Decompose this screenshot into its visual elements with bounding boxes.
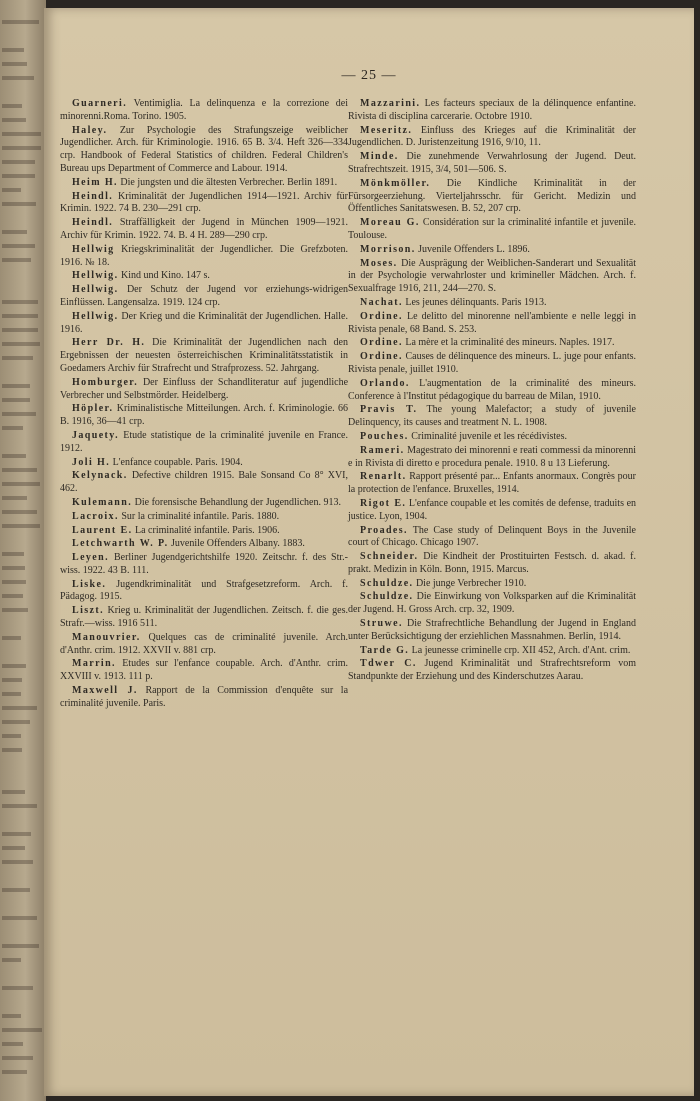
bibliography-entry [348, 658, 636, 684]
entry-text: Causes de délinquence des mineurs. L. juge pour enfants. Rivista penale, juillet 1910. [348, 351, 636, 375]
bibliography-entry [60, 125, 348, 176]
entry-text: Magestrato dei minorenni e reati commessi da minorenni e in Rivista di diretto e procedura penale. 1910. 8 u 13 Lieferung. [348, 444, 637, 469]
bibliography-entry [348, 525, 636, 551]
entry-author: Manouvrier. [72, 631, 141, 643]
bibliography-entry [348, 618, 636, 644]
entry-text: Le delitto del minorenne nell'ambiente e nelle leggi in Rivista penale, 68 Band. S. 253. [348, 310, 637, 335]
entry-author: Guarneri. [72, 98, 128, 109]
entry-author: Mönkmöller. [360, 177, 431, 189]
bibliography-entry [348, 378, 636, 404]
entry-text: Kind und Kino. 147 s. [120, 270, 210, 282]
entry-text: Jugendkriminalität und Strafgesetzreform. Arch. f. Pädagog. 1915. [60, 578, 349, 603]
bibliography-entry [348, 311, 636, 337]
entry-author: Hellwig. [72, 284, 119, 296]
entry-text: La jeunesse criminelle crp. XII 452, Arch. d'Ant. crim. [411, 644, 631, 656]
entry-text: La criminalité infantile. Paris. 1906. [135, 524, 280, 536]
bibliography-entry [60, 377, 348, 403]
entry-author: Moreau G. [360, 217, 420, 229]
entry-text: Der Krieg und die Kriminalität der Jugendlichen. Halle. 1916. [60, 310, 348, 335]
entry-author: Kulemann. [72, 496, 133, 508]
bibliography-entry [60, 470, 348, 496]
entry-text: Rapport de la Commission d'enquête sur la criminalité juvenile. Paris. [60, 685, 349, 709]
entry-text: L'augmentation de la criminalité des mineurs. Conference à l'Institut pédagogique du barreau de Milan, 1910. [348, 377, 637, 402]
entry-author: Pravis T. [360, 404, 418, 416]
bibliography-entry [60, 98, 348, 124]
entry-author: Heindl. [72, 190, 114, 202]
bibliography-entry [60, 685, 348, 711]
entry-author: Letchwarth W. P. [72, 538, 169, 550]
entry-author: Herr Dr. H. [72, 337, 146, 349]
bibliography-entry [348, 351, 636, 377]
book-page [44, 8, 694, 1096]
right-column [348, 98, 636, 685]
entry-text: Juvenile Offenders L. 1896. [418, 243, 530, 255]
bibliography-entry [348, 297, 636, 310]
entry-text: Die Einwirkung von Volksparken auf die Kriminalität der Jugend. H. Gross Arch. crp. 32, 1909. [348, 591, 636, 616]
entry-text: Criminalité juvenile et les récédivistes. [411, 430, 567, 442]
bibliography-entry [348, 551, 636, 577]
entry-author: Haley. [72, 124, 108, 136]
entry-text: L'enfance coupable et les comités de defense, traduits en justice. Lyon, 1904. [348, 497, 637, 522]
entry-text: Die junge Verbrecher 1910. [415, 577, 527, 589]
entry-author: Tdwer C. [360, 658, 417, 670]
bibliography-entry [60, 244, 348, 270]
entry-author: Hellwig. [72, 310, 119, 322]
entry-text: Einfluss des Krieges auf die Kriminalität der Jugendlichen. D. Juristenzeitung 1916, 9/10, 11. [348, 124, 637, 149]
bibliography-entry [60, 191, 348, 217]
bibliography-entry [60, 525, 348, 538]
entry-author: Ordine. [360, 310, 403, 322]
bibliography-entry [348, 645, 636, 658]
entry-author: Pouches. [360, 430, 409, 442]
bibliography-entry [348, 471, 636, 497]
entry-text: Sur la criminalité infantile. Paris. 1880. [121, 510, 280, 522]
entry-author: Schuldze. [360, 577, 414, 589]
bibliography-entry [348, 244, 636, 257]
bibliography-entry [60, 579, 348, 605]
bibliography-entry [348, 258, 636, 296]
entry-text: Die Strafrechtliche Behandlung der Jugend in England unter Berücksichtigung der erziehlichen Massnahmen. Berlin, 1914. [348, 618, 636, 642]
entry-author: Morrison. [360, 243, 416, 255]
bibliography-entry [348, 498, 636, 524]
entry-text: Defective children 1915. Bale Sonsand Co 8° XVI, 462. [60, 470, 348, 495]
entry-author: Kelynack. [72, 470, 128, 482]
bibliography-entry [348, 98, 636, 124]
entry-text: Berliner Jugendgerichtshilfe 1920. Zeitschr. f. des Str.-wiss. 1922. 43 B. 111. [60, 552, 349, 576]
entry-author: Minde. [360, 151, 399, 163]
entry-text: Die Kindliche Kriminalität in der Fürsorgeerziehung. Vierteljahrsschr. für Gericht. Medizin und Öffentliches Sanitatswesen. B. 52, 207 crp. [348, 177, 637, 215]
entry-author: Maxwell J. [72, 685, 138, 697]
bibliography-entry [60, 511, 348, 524]
entry-author: Leyen. [72, 552, 110, 564]
entry-author: Joli H. [72, 456, 111, 468]
bibliography-entry [60, 311, 348, 337]
entry-author: Hellwig. [72, 270, 119, 282]
entry-author: Moses. [360, 257, 398, 269]
entry-author: Mazzarini. [360, 98, 421, 109]
bibliography-entry [348, 151, 636, 177]
entry-author: Heindl. [72, 217, 114, 229]
bibliography-entry [60, 538, 348, 551]
bibliography-entry [348, 404, 636, 430]
entry-text: Zur Psychologie des Strafungszeige weiblicher Jugendlicher. Arch. für Kriminologie. 1916. 65 B. 3/4. Heft 326—334 crp. Handbook of Federal Statistics of children. Federal Children's Bureau ups Department of Commerce and Labour. 1914. [60, 124, 349, 174]
bibliography-entry [60, 605, 348, 631]
entry-text: La mère et la criminalité des mineurs. Naples. 1917. [405, 337, 615, 349]
bibliography-entry [60, 552, 348, 578]
entry-text: Rapport présenté par... Enfants anormaux. Congrès pour la protection de l'enfance. Bruxelles, 1914. [348, 471, 636, 496]
entry-text: Die Ausprägung der Weiblichen-Sanderart und Sexualität in der Psychologie verwahrloster und krimineller Mädchen. Arch. f. Sexualfrage 1916, 211, 244—270. S. [348, 257, 637, 295]
entry-text: Die forensische Behandlung der Jugendlichen. 913. [134, 496, 341, 508]
entry-text: The Case study of Delinquent Boys in the Juvenile court of Chicago. Chicago 1907. [348, 524, 636, 549]
entry-author: Schneider. [360, 551, 419, 563]
entry-text: Ventimiglia. La delinquenza e la correzione dei minorenni.Roma. Torino. 1905. [60, 98, 348, 122]
bibliography-entry [60, 497, 348, 510]
entry-author: Höpler. [72, 403, 114, 415]
bibliography-entry [348, 591, 636, 617]
bibliography-entry [60, 632, 348, 658]
entry-author: Liszt. [72, 605, 105, 617]
bibliography-entry [60, 217, 348, 243]
entry-text: Die Kindheit der Prostituirten Festsch. d. akad. f. prakt. Medizin in Köln. Bonn, 1915. Marcus. [348, 551, 637, 575]
entry-author: Homburger. [72, 376, 139, 388]
entry-text: Kriminalität der Jugendlichen 1914—1921. Archiv für Krimin. 1922. 74 B. 230—291 crp. [60, 190, 348, 215]
entry-text: Jugend Kriminalität und Strafrechtsreform vom Standpunkte der Erziehung und des Kinderschutzes Aarau. [348, 658, 636, 683]
entry-author: Liske. [72, 578, 107, 590]
entry-text: Der Schutz der Jugend vor erziehungs-widrigen Einflüssen. Langensalza. 1919. 124 crp. [60, 284, 349, 308]
entry-author: Jaquety. [72, 429, 120, 441]
entry-text: Die Kriminalität der Jugendlichen nach den Ergebnissen der neuesten österreichischen Kriminalitätsstatistik in Goedamers Archiv für Strafrecht und Strafprozess. 52. Jahrgang. [60, 337, 348, 374]
entry-author: Ordine. [360, 337, 403, 349]
entry-author: Orlando. [360, 377, 410, 389]
page-number: — 25 — [341, 68, 397, 83]
entry-text: Juvenile Offenders Albany. 1883. [170, 538, 305, 550]
bibliography-entry [60, 177, 348, 190]
bibliography-entry [60, 430, 348, 456]
entry-text: Die zunehmende Verwahrlosung der Jugend. Deut. Strafrechtszeit. 1915, 3/4, 501—506. S. [348, 151, 637, 175]
entry-text: Straffälligkeit der Jugend in München 1909—1921. Archiv für Krimin. 1922. 74. B. 4 H. 289—290 crp. [60, 217, 348, 241]
entry-text: Etude statistique de la criminalité juvenile en France. 1912. [60, 429, 348, 454]
entry-author: Rigot E. [360, 497, 407, 509]
entry-text: The young Malefactor; a study of juvenile Delinquency, its causes and treatment N. L. 1908. [348, 404, 636, 429]
entry-text: Les jeunes délinquants. Paris 1913. [405, 296, 547, 308]
entry-text: Quelques cas de criminalité juvenile. Arch. d'Anthr. crim. 1912. XXVII v. 881 crp. [60, 631, 348, 656]
bibliography-entry [348, 217, 636, 243]
entry-text: Krieg u. Kriminalität der Jugendlichen. Zeitsch. f. die ges. Strafr.—wiss. 1916 511. [60, 605, 348, 630]
bibliography-entry [60, 403, 348, 429]
bibliography-entry [60, 270, 348, 283]
entry-author: Lacroix. [72, 510, 119, 522]
bibliography-entry [60, 337, 348, 375]
entry-author: Proades. [360, 524, 408, 536]
bibliography-entry [348, 431, 636, 444]
bibliography-entry [348, 125, 636, 151]
entry-author: Nachat. [360, 296, 403, 308]
entry-author: Meseritz. [360, 124, 413, 136]
entry-author: Marrin. [72, 658, 116, 670]
entry-text: Der Einfluss der Schandliteratur auf jugendliche Verbrecher und Selbstmörder. Heidelberg. [60, 376, 349, 401]
bibliography-entry [348, 178, 636, 216]
entry-text: Considération sur la criminalité infantile et juvenile. Toulouse. [348, 217, 637, 241]
bibliography-entry [348, 445, 636, 471]
bibliography-entry [348, 337, 636, 350]
entry-text: Les facteurs speciaux de la délinquence enfantine. Rivista di disciplina carcerarie. Octobre 1910. [348, 98, 637, 122]
entry-author: Laurent E. [72, 524, 133, 536]
entry-author: Tarde G. [360, 644, 410, 656]
bibliography-entry [60, 658, 348, 684]
entry-text: Die jungsten und die ältesten Verbrecher. Berlin 1891. [120, 176, 338, 188]
entry-author: Hellwig [72, 243, 115, 255]
left-column [60, 98, 348, 712]
entry-author: Heim H. [72, 176, 118, 188]
entry-text: Etudes sur l'enfance coupable. Arch. d'Anthr. crim. XXVIII v. 1913. 111 p. [60, 658, 348, 683]
entry-text: L'enfance coupable. Paris. 1904. [112, 456, 243, 468]
entry-author: Ordine. [360, 351, 403, 363]
entry-author: Schuldze. [360, 591, 414, 603]
entry-author: Rameri. [360, 444, 405, 456]
entry-text: Kriminalistische Mitteilungen. Arch. f. Kriminologie. 66 B. 1916, 36—41 crp. [60, 403, 348, 428]
previous-page-edge [0, 0, 46, 1101]
entry-author: Renarlt. [360, 471, 407, 483]
entry-author: Struwe. [360, 618, 403, 630]
entry-text: Kriegskriminalität der Jugendlicher. Die Grefzboten. 1916. № 18. [60, 243, 349, 268]
bibliography-entry [60, 457, 348, 470]
bibliography-entry [348, 578, 636, 591]
bibliography-entry [60, 284, 348, 310]
